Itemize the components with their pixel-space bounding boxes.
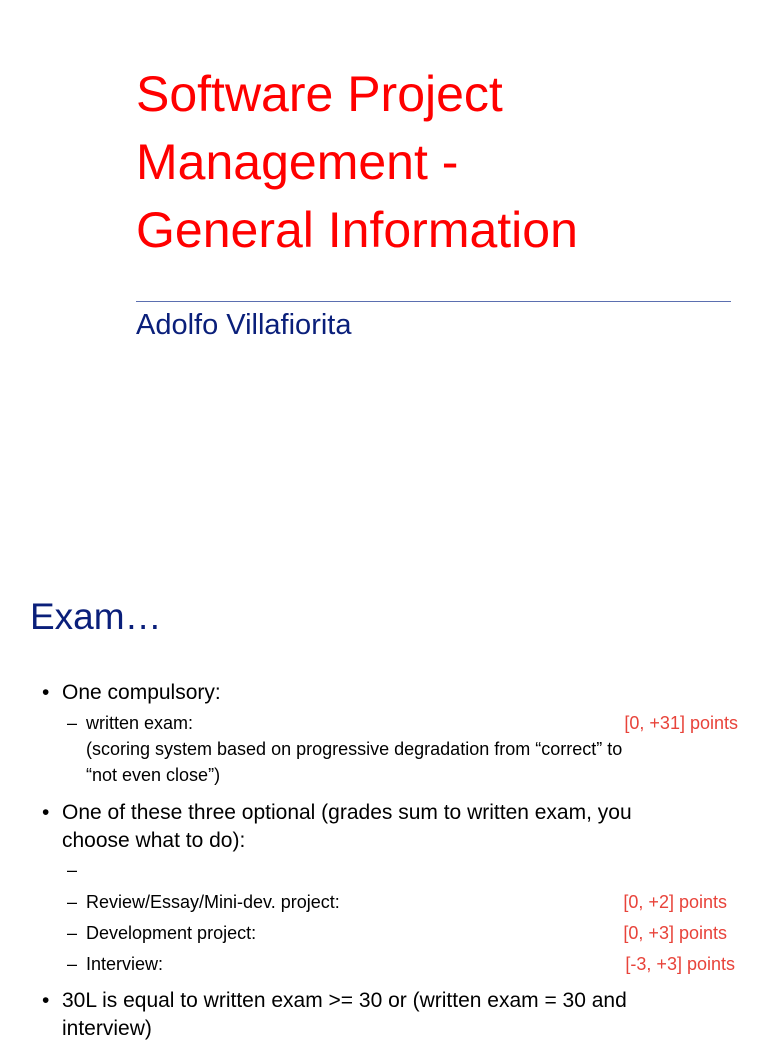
option-interview-points: [-3, +3] points [625, 954, 735, 974]
optional-line-1: One of these three optional (grades sum to written exam, you [62, 801, 632, 824]
exam-heading: Exam… [30, 596, 162, 637]
title-line-2: Management - [136, 134, 459, 190]
dash-icon: – [67, 713, 78, 733]
written-exam-label: written exam: [86, 713, 194, 733]
bullet-icon: • [42, 681, 50, 704]
option-interview-label: Interview: [86, 954, 164, 974]
option-development-points: [0, +3] points [623, 923, 727, 943]
dash-icon: – [67, 923, 78, 943]
option-development-label: Development project: [86, 923, 257, 943]
bullet-icon: • [42, 989, 50, 1012]
exam-slide [0, 560, 768, 1040]
optional-line-2: choose what to do): [62, 829, 246, 852]
option-review-label: Review/Essay/Mini-dev. project: [86, 892, 340, 912]
title-divider [136, 301, 731, 302]
cum-laude-line-1: 30L is equal to written exam >= 30 or (written exam = 30 and [62, 989, 627, 1012]
written-exam-points: [0, +31] points [624, 713, 738, 733]
slide-title [136, 60, 736, 264]
cum-laude-line-2: interview) [62, 1017, 152, 1040]
bullet-icon: • [42, 801, 50, 824]
title-line-1: Software Project [136, 66, 503, 122]
option-review-points: [0, +2] points [623, 892, 727, 912]
scoring-note-line-2: “not even close”) [86, 765, 221, 785]
title-line-3: General Information [136, 202, 578, 258]
scoring-note-line-1: (scoring system based on progressive degradation from “correct” to [86, 739, 623, 759]
dash-icon: – [67, 954, 78, 974]
bullet-compulsory: One compulsory: [62, 681, 221, 704]
dash-icon: – [67, 892, 78, 912]
author-name: Adolfo Villafiorita [136, 309, 352, 341]
dash-icon: – [67, 860, 78, 880]
